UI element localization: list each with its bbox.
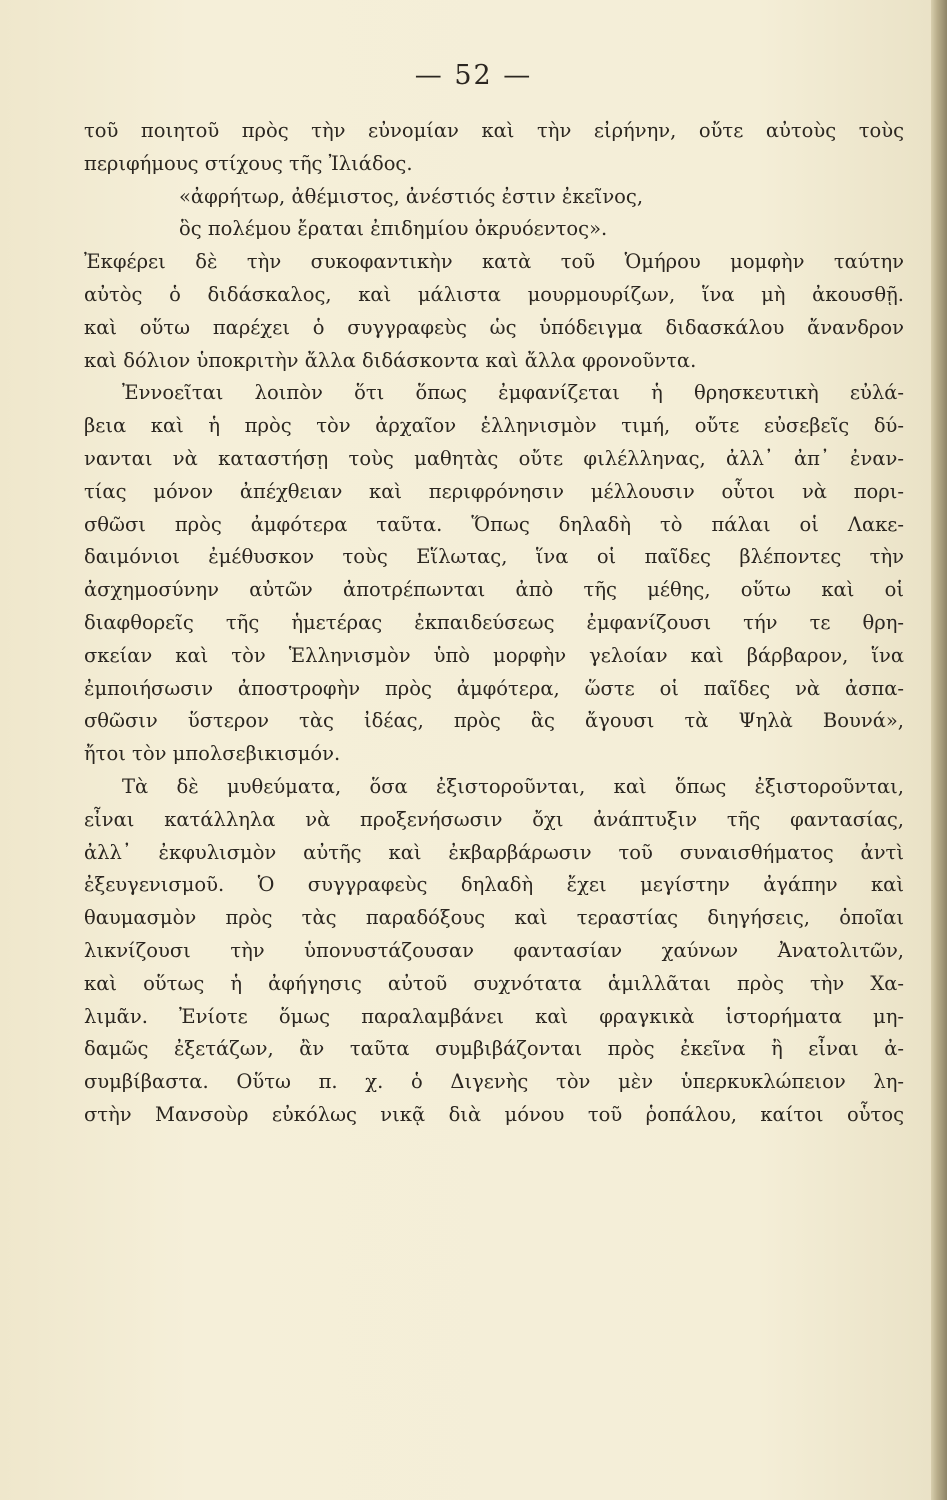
text-line: τοῦ ποιητοῦ πρὸς τὴν εὐνομίαν καὶ τὴν εἰρήνην, οὔτε αὐτοὺς τοὺς	[84, 119, 904, 142]
page-number: — 52 —	[414, 60, 533, 91]
text-line: ἀλλ᾽ ἐκφυλισμὸν αὐτῆς καὶ ἐκβαρβάρωσιν τοῦ συναισθήματος ἀντὶ	[84, 840, 904, 864]
text-line: νανται νὰ καταστήσῃ τοὺς μαθητὰς οὔτε φιλέλληνας, ἀλλ᾽ ἀπ᾽ ἐναν-	[84, 446, 904, 470]
text-line: ἀσχημοσύνην αὐτῶν ἀποτρέπωνται ἀπὸ τῆς μέθης, οὕτω καὶ οἱ	[84, 578, 904, 602]
text-line: συμβίβαστα. Οὕτω π. χ. ὁ Διγενὴς τὸν μὲν ὑπερκυκλώπειον λη-	[84, 1070, 904, 1094]
text-line: ἤτοι τὸν μπολσεβικισμόν.	[84, 742, 341, 766]
text-line: λικνίζουσι τὴν ὑπονυστάζουσαν φαντασίαν χαύνων Ἀνατολιτῶν,	[84, 938, 904, 962]
text-line: ἐξευγενισμοῦ. Ὁ συγγραφεὺς δηλαδὴ ἔχει μεγίστην ἀγάπην καὶ	[84, 873, 904, 897]
text-line: λιμᾶν. Ἐνίοτε ὅμως παραλαμβάνει καὶ φραγκικὰ ἱστορήματα μη-	[84, 1004, 904, 1028]
text-line: Τὰ δὲ μυθεύματα, ὅσα ἐξιστοροῦνται, καὶ ὅπως ἐξιστοροῦνται,	[122, 774, 904, 798]
text-line: «ἀφρήτωρ, ἀθέμιστος, ἀνέστιός ἐστιν ἐκεῖνος,	[179, 184, 644, 208]
text-line: περιφήμους στίχους τῆς Ἰλιάδος.	[84, 151, 413, 175]
text-line: τίας μόνον ἀπέχθειαν καὶ περιφρόνησιν μέλλουσιν οὗτοι νὰ πορι-	[84, 479, 904, 503]
text-line: στὴν Μανσοὺρ εὐκόλως νικᾷ διὰ μόνου τοῦ ῥοπάλου, καίτοι οὗτος	[84, 1102, 904, 1126]
page-edge	[931, 0, 947, 1500]
text-line: Ἐννοεῖται λοιπὸν ὅτι ὅπως ἐμφανίζεται ἡ θρησκευτικὴ εὐλά-	[122, 381, 904, 405]
text-line: δαιμόνιοι ἐμέθυσκον τοὺς Εἵλωτας, ἵνα οἱ παῖδες βλέποντες τὴν	[84, 545, 904, 569]
text-line: Ἐκφέρει δὲ τὴν συκοφαντικὴν κατὰ τοῦ Ὁμήρου μομφὴν ταύτην	[84, 250, 904, 274]
text-line: καὶ οὕτως ἡ ἀφήγησις αὐτοῦ συχνότατα ἁμιλλᾶται πρὸς τὴν Χα-	[84, 971, 904, 995]
text-line: ἐμποιήσωσιν ἀποστροφὴν πρὸς ἀμφότερα, ὥστε οἱ παῖδες νὰ ἀσπα-	[84, 676, 904, 700]
text-line: δαμῶς ἐξετάζων, ἂν ταῦτα συμβιβάζονται πρὸς ἐκεῖνα ἢ εἶναι ἀ-	[84, 1037, 904, 1061]
text-line: εἶναι κατάλληλα νὰ προξενήσωσιν ὄχι ἀνάπτυξιν τῆς φαντασίας,	[84, 807, 904, 831]
text-line: αὐτὸς ὁ διδάσκαλος, καὶ μάλιστα μουρμουρίζων, ἵνα μὴ ἀκουσθῇ.	[84, 282, 904, 306]
body-text	[84, 115, 904, 1132]
text-line: σκείαν καὶ τὸν Ἑλληνισμὸν ὑπὸ μορφὴν γελοίαν καὶ βάρβαρον, ἵνα	[84, 643, 904, 667]
text-line: καὶ οὕτω παρέχει ὁ συγγραφεὺς ὡς ὑπόδειγμα διδασκάλου ἄνανδρον	[84, 315, 904, 339]
text-line: διαφθορεῖς τῆς ἡμετέρας ἐκπαιδεύσεως ἐμφανίζουσι τήν τε θρη-	[84, 610, 904, 634]
text-line: βεια καὶ ἡ πρὸς τὸν ἀρχαῖον ἑλληνισμὸν τιμή, οὔτε εὐσεβεῖς δύ-	[84, 414, 904, 438]
text-line: ὃς πολέμου ἔραται ἐπιδημίου ὀκρυόεντος».	[179, 217, 608, 241]
text-line: θαυμασμὸν πρὸς τὰς παραδόξους καὶ τεραστίας διηγήσεις, ὁποῖαι	[84, 906, 904, 930]
text-line: σθῶσι πρὸς ἀμφότερα ταῦτα. Ὅπως δηλαδὴ τὸ πάλαι οἱ Λακε-	[84, 512, 904, 536]
text-line: σθῶσιν ὕστερον τὰς ἰδέας, πρὸς ἃς ἄγουσι τὰ Ψηλὰ Βουνά»,	[84, 709, 904, 733]
text-line: καὶ δόλιον ὑποκριτὴν ἄλλα διδάσκοντα καὶ ἄλλα φρονοῦντα.	[84, 348, 697, 372]
